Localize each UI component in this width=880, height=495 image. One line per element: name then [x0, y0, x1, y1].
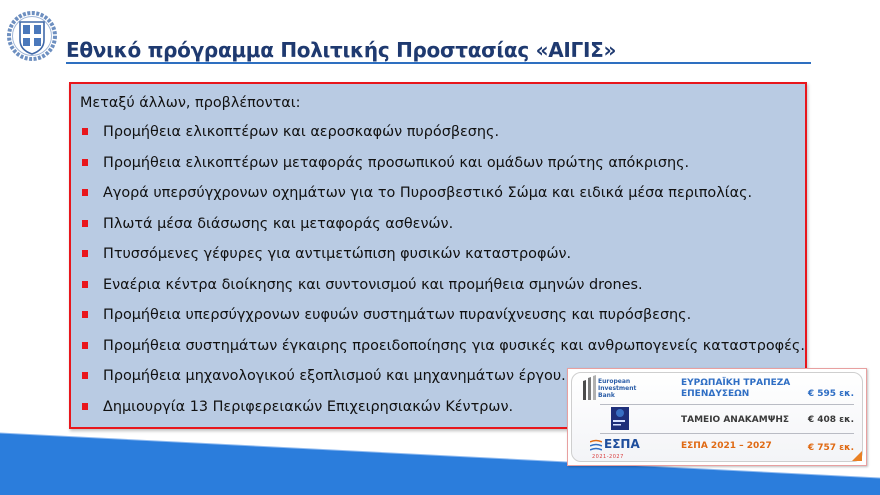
bullet-square-icon: [82, 311, 88, 318]
list-item: Προμήθεια ελικοπτέρων και αεροσκαφών πυρόσβεσης.: [80, 122, 805, 153]
bullet-square-icon: [82, 372, 88, 379]
row-divider: [600, 433, 854, 434]
funding-row-recovery-fund: [578, 407, 854, 435]
list-item: Προμήθεια συστημάτων έγκαιρης προειδοποίησης για φυσικές και ανθρωπογενείς καταστροφές.: [80, 336, 805, 367]
fund-amount: € 408 εκ.: [807, 415, 854, 425]
list-item: Προμήθεια μηχανολογικού εξοπλισμού και μηχανημάτων έργου.: [80, 366, 805, 397]
intro-text: Μεταξύ άλλων, προβλέπονται:: [80, 95, 301, 111]
funding-row-eib: [578, 375, 854, 403]
fund-amount: € 757 εκ.: [807, 443, 854, 453]
list-item: Εναέρια κέντρα διοίκησης και συντονισμού και προμήθεια σμηνών drones.: [80, 275, 805, 306]
page-title: Εθνικό πρόγραμμα Πολιτικής Προστασίας «ΑΙΓΙΣ»: [66, 38, 617, 62]
european-investment-bank-logo: European Investment Bank: [582, 375, 662, 403]
row-divider: [600, 404, 854, 405]
bullet-square-icon: [82, 159, 88, 166]
fund-name: ΕΣΠΑ 2021 – 2027: [681, 441, 772, 451]
decorative-corner: [852, 451, 862, 461]
bullet-square-icon: [82, 403, 88, 410]
bullet-square-icon: [82, 189, 88, 196]
bullet-square-icon: [82, 128, 88, 135]
funding-row-espa: [578, 435, 854, 463]
list-item: Προμήθεια ελικοπτέρων μεταφοράς προσωπικού και ομάδων πρώτης απόκρισης.: [80, 153, 805, 184]
bullet-square-icon: [82, 342, 88, 349]
list-item: Πλωτά μέσα διάσωσης και μεταφοράς ασθενών.: [80, 214, 805, 245]
funding-sources-panel: [567, 368, 867, 466]
bullet-square-icon: [82, 220, 88, 227]
eib-bars-icon: [582, 375, 598, 401]
list-item: Αγορά υπερσύγχρονων οχημάτων για το Πυροσβεστικό Σώμα και ειδικά μέσα περιπολίας.: [80, 183, 805, 214]
bullet-square-icon: [82, 281, 88, 288]
espa-logo: ΕΣΠΑ 2021-2027: [592, 437, 640, 460]
bullet-square-icon: [82, 250, 88, 257]
recovery-fund-logo: [582, 407, 662, 435]
espa-flag-icon: [590, 439, 602, 453]
fund-name: ΤΑΜΕΙΟ ΑΝΑΚΑΜΨΗΣ: [681, 415, 790, 425]
fund-amount: € 595 εκ.: [807, 389, 854, 399]
list-item: Δημιουργία 13 Περιφερειακών Επιχειρησιακών Κέντρων.: [80, 397, 805, 428]
fund-name: ΕΥΡΩΠΑΪΚΗ ΤΡΑΠΕΖΑ ΕΠΕΝΔΥΣΕΩΝ: [681, 378, 791, 399]
list-item: Προμήθεια υπερσύγχρονων ευφυών συστημάτων πυρανίχνευσης και πυρόσβεσης.: [80, 305, 805, 336]
list-item: Πτυσσόμενες γέφυρες για αντιμετώπιση φυσικών καταστροφών.: [80, 244, 805, 275]
funding-table: [571, 372, 863, 462]
